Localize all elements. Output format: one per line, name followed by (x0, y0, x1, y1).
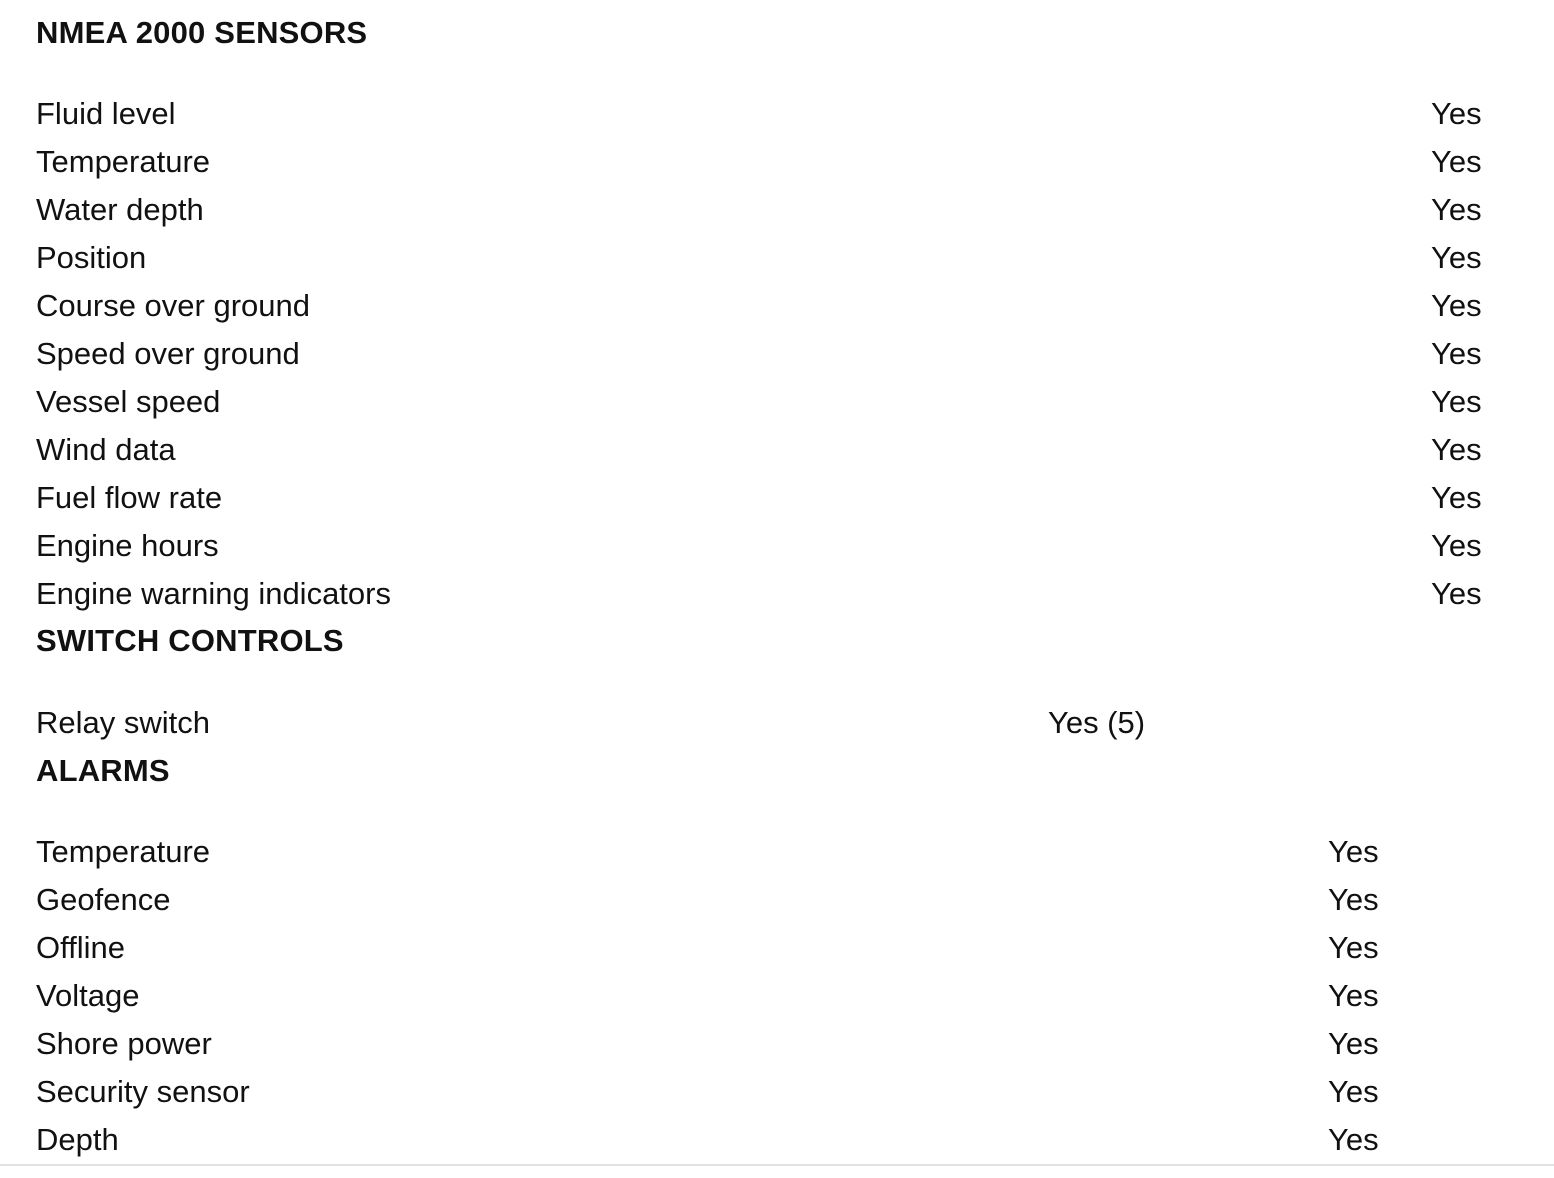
row-label: Engine hours (36, 528, 219, 563)
row-value: Yes (1431, 528, 1482, 563)
table-row (36, 138, 1554, 186)
table-row (36, 570, 1554, 618)
row-label: Relay switch (36, 705, 210, 740)
row-label: Temperature (36, 144, 211, 179)
table-row (36, 378, 1554, 426)
table-row (36, 522, 1554, 570)
row-value: Yes (1328, 1122, 1379, 1157)
table-row (36, 972, 1554, 1020)
row-label: Voltage (36, 978, 140, 1013)
table-row (36, 924, 1554, 972)
row-label: Fluid level (36, 96, 176, 131)
row-value: Yes (1431, 336, 1482, 371)
table-row (36, 330, 1554, 378)
row-label: Engine warning indicators (36, 576, 391, 611)
row-value: Yes (1431, 96, 1482, 131)
table-row (36, 1068, 1554, 1116)
table-row (36, 1020, 1554, 1068)
row-value: Yes (1431, 480, 1482, 515)
divider (0, 1164, 1554, 1166)
section-alarms (36, 753, 1554, 1157)
table-row (36, 282, 1554, 330)
section-title: NMEA 2000 SENSORS (36, 15, 368, 50)
row-value: Yes (1328, 978, 1379, 1013)
section-nmea-2000-sensors (36, 15, 1554, 611)
row-label: Security sensor (36, 1074, 250, 1109)
row-label: Depth (36, 1122, 119, 1157)
section-title: SWITCH CONTROLS (36, 623, 344, 658)
table-row (36, 90, 1554, 138)
row-value: Yes (1431, 144, 1482, 179)
row-value: Yes (1328, 1074, 1379, 1109)
row-label: Water depth (36, 192, 204, 227)
table-row (36, 426, 1554, 474)
row-label: Offline (36, 930, 126, 965)
row-value: Yes (1328, 882, 1379, 917)
row-label: Shore power (36, 1026, 212, 1061)
row-value: Yes (1328, 930, 1379, 965)
table-row (36, 1116, 1554, 1164)
row-label: Fuel flow rate (36, 480, 223, 515)
table-row (36, 828, 1554, 876)
section-title: ALARMS (36, 753, 170, 788)
row-value: Yes (1328, 834, 1379, 869)
row-label: Vessel speed (36, 384, 221, 419)
row-value: Yes (1431, 432, 1482, 467)
row-value: Yes (1328, 1026, 1379, 1061)
row-label: Position (36, 240, 147, 275)
row-value: Yes (1431, 192, 1482, 227)
table-row (36, 186, 1554, 234)
row-label: Temperature (36, 834, 211, 869)
row-value: Yes (1431, 240, 1482, 275)
row-value: Yes (1431, 576, 1482, 611)
row-label: Wind data (36, 432, 176, 467)
section-switch-controls (36, 623, 1554, 740)
row-value: Yes (5) (1048, 705, 1146, 740)
row-label: Geofence (36, 882, 171, 917)
table-row (36, 234, 1554, 282)
table-row (36, 876, 1554, 924)
row-value: Yes (1431, 288, 1482, 323)
table-row (36, 699, 1554, 747)
row-value: Yes (1431, 384, 1482, 419)
row-label: Speed over ground (36, 336, 300, 371)
row-label: Course over ground (36, 288, 310, 323)
table-row (36, 474, 1554, 522)
